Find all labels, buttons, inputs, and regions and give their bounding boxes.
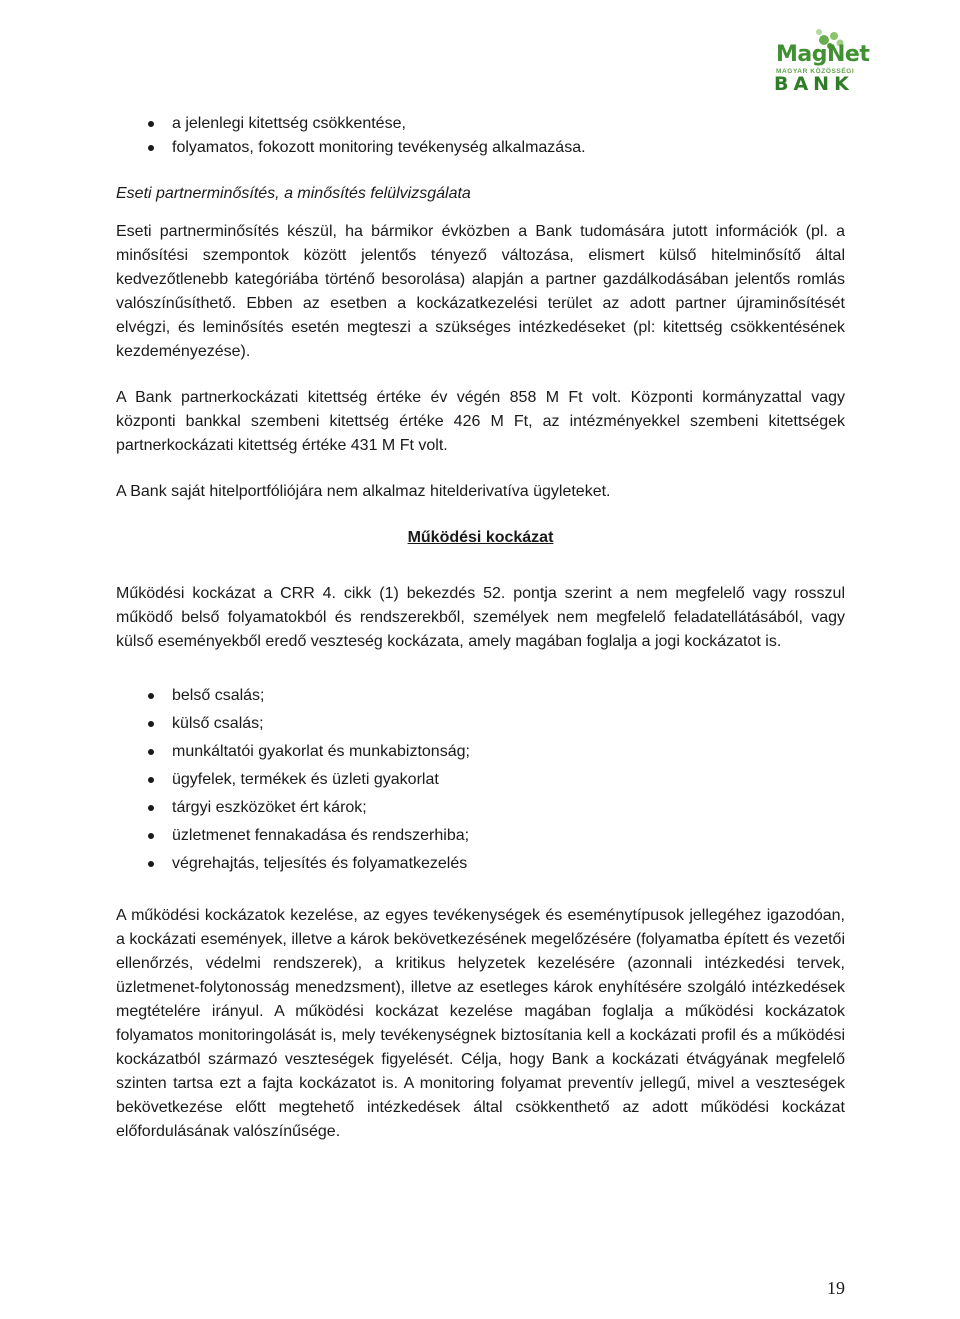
logo-subtitle: MAGYAR KÖZÖSSÉGI [776,68,855,75]
section-heading: Működési kockázat [407,529,554,546]
paragraph-eseti: Eseti partnerminősítés készül, ha bármikor évközben a Bank tudomására jutott információk (pl. a minősítési szempontok között jelentős tényező változása, elismert külső hitelminősítő által kedvezőtlenebb kategóriába történő besorolása) alapján a partner gazdálkodásában jelentős romlás valószínűsíthető. Ebben az esetben a kockázatkezelési terület az adott partner újraminősítését elvégzi, és leminősítés esetén megteszi a szükséges intézkedéseket (pl: kitettség csökkentésének kezdeményezése). [116,223,845,360]
list-item: üzletmenet fennakadása és rendszerhiba; [116,822,845,850]
logo-name: MagNet [776,42,870,67]
paragraph-operational-definition: Működési kockázat a CRR 4. cikk (1) bekezdés 52. pontja szerint a nem megfelelő vagy rosszul működő belső folyamatokból és rendszerekből, személyek nem megfelelő feladatellátásából, vagy külső eseményekből eredő veszteség kockázata, amely magában foglalja a jogi kockázatot is. [116,585,845,650]
paragraph-operational-management: A működési kockázatok kezelése, az egyes tevékenységek és eseménytípusok jellegéhez igazodóan, a kockázati események, illetve a károk bekövetkezésének megelőzésére (folyamatba épített és vezetői ellenőrzés, védelmi rendszerek), a kritikus helyzetek kezelésére (azonnali intézkedési tervek, üzletmenet-folytonosság menedzsment), illetve az esetleges károk enyhítésére szolgáló intézkedések megtételére irányul. A működési kockázat kezelése magában foglalja a működési kockázatok folyamatos monitoringolását is, mely tevékenységnek biztosítania kell a kockázati profil és a működési kockázatból származó veszteségek figyelését. Célja, hogy Bank a kockázati étvágyának megfelelő szinten tartsa ezt a fajta kockázatot is. A monitoring folyamat preventív jellegű, mivel a veszteségek bekövetkezése előtt megtehető intézkedések által csökkenthető az adott működési kockázat előfordulásának valószínűsége. [116,907,845,1140]
bank-logo [772,26,872,96]
list-item: külső csalás; [116,710,845,738]
list-item: tárgyi eszközöket ért károk; [116,794,845,822]
list-item: végrehajtás, teljesítés és folyamatkezelés [116,850,845,878]
logo-bank: BANK [774,73,854,95]
bullet-list-risk [116,682,845,878]
list-item: belső csalás; [116,682,845,710]
paragraph-partner-exposure: A Bank partnerkockázati kitettség értéke év végén 858 M Ft volt. Központi kormányzattal vagy központi bankkal szembeni kitettség értéke 426 M Ft, az intézményekkel szembeni kitettségek partnerkockázati kitettség értéke 431 M Ft volt. [116,389,845,454]
bullet-list-top [116,112,845,160]
list-item: folyamatos, fokozott monitoring tevékenység alkalmazása. [116,136,845,160]
page-number: 19 [827,1278,845,1298]
section-subtitle: Eseti partnerminősítés, a minősítés felülvizsgálata [116,185,471,202]
list-item: a jelenlegi kitettség csökkentése, [116,112,845,136]
list-item: ügyfelek, termékek és üzleti gyakorlat [116,766,845,794]
list-item: munkáltatói gyakorlat és munkabiztonság; [116,738,845,766]
paragraph-derivatives: A Bank saját hitelportfóliójára nem alkalmaz hitelderivatíva ügyleteket. [116,483,611,500]
document-body [116,112,845,1144]
